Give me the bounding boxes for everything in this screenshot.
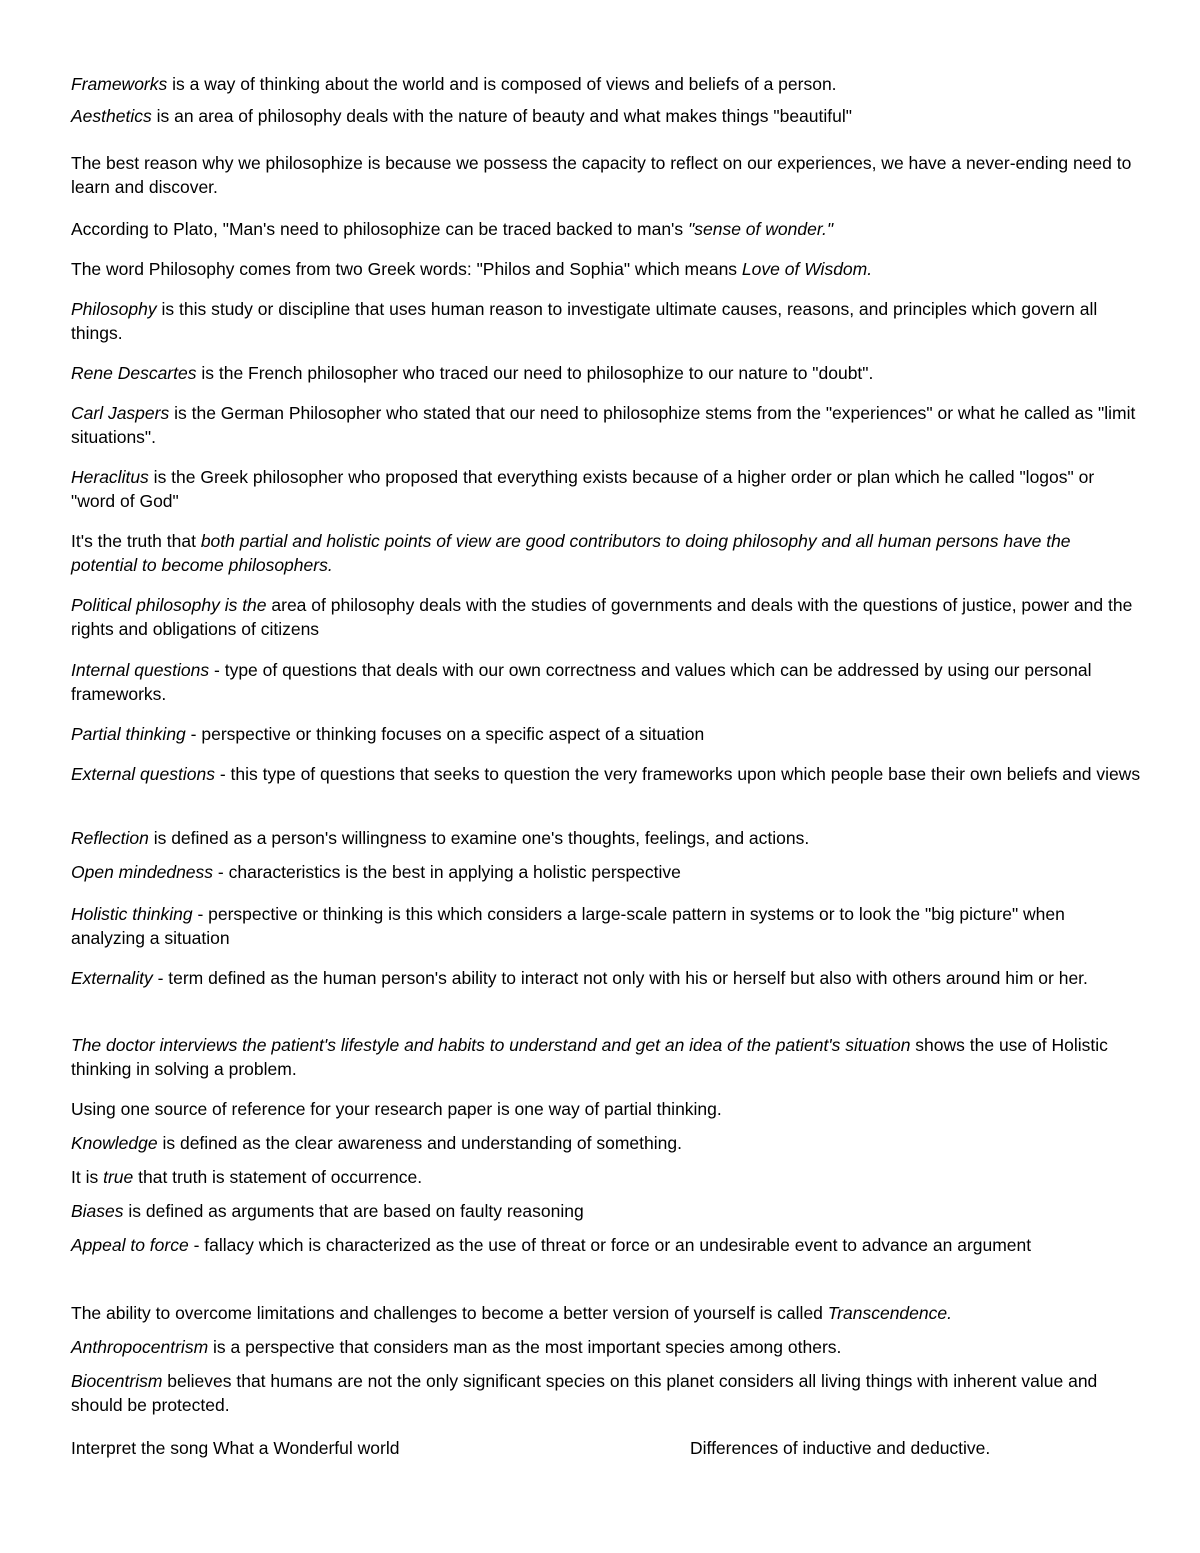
paragraph bbox=[71, 658, 1141, 706]
paragraph bbox=[71, 151, 1141, 199]
italic-term: Frameworks bbox=[71, 74, 168, 94]
paragraph bbox=[71, 1033, 1141, 1081]
paragraph bbox=[71, 1199, 1141, 1223]
text-run: - characteristics is the best in applying a holistic perspective bbox=[213, 862, 681, 882]
paragraph bbox=[71, 593, 1141, 641]
text-run: believes that humans are not the only significant species on this planet considers all living things with inherent value and should be protected. bbox=[71, 1371, 1098, 1415]
paragraph bbox=[71, 826, 1141, 850]
italic-term: Philosophy bbox=[71, 299, 157, 319]
text-run: is defined as arguments that are based on faulty reasoning bbox=[123, 1201, 584, 1221]
paragraph bbox=[71, 529, 1141, 577]
italic-term: Love of Wisdom. bbox=[741, 259, 873, 279]
italic-term: Anthropocentrism bbox=[71, 1337, 209, 1357]
footer-right-prompt: Differences of inductive and deductive. bbox=[690, 1438, 991, 1458]
text-run: is the German Philosopher who stated that our need to philosophize stems from the "experiences" or what he called as "limit situations". bbox=[71, 403, 1136, 447]
paragraph bbox=[71, 217, 1141, 241]
italic-term: Political philosophy is the bbox=[71, 595, 267, 615]
italic-term: "sense of wonder." bbox=[688, 219, 834, 239]
paragraph bbox=[71, 1165, 1141, 1189]
paragraph bbox=[71, 1131, 1141, 1155]
paragraph bbox=[71, 762, 1141, 786]
italic-term: The doctor interviews the patient's lifestyle and habits to understand and get an idea of the patient's situation bbox=[71, 1035, 911, 1055]
italic-term: true bbox=[103, 1167, 134, 1187]
italic-term: Heraclitus bbox=[71, 467, 149, 487]
italic-term: Internal questions bbox=[71, 660, 210, 680]
text-run: It is bbox=[71, 1167, 104, 1187]
text-run: Using one source of reference for your research paper is one way of partial thinking. bbox=[71, 1099, 722, 1119]
italic-term: Transcendence. bbox=[827, 1303, 952, 1323]
text-run: is the French philosopher who traced our need to philosophize to our nature to "doubt". bbox=[196, 363, 874, 383]
italic-term: Biocentrism bbox=[71, 1371, 163, 1391]
paragraph bbox=[71, 401, 1141, 449]
text-run: The best reason why we philosophize is because we possess the capacity to reflect on our experiences, we have a never-ending need to learn and discover. bbox=[71, 153, 1132, 197]
text-run: The ability to overcome limitations and challenges to become a better version of yourself is called bbox=[71, 1303, 828, 1323]
text-run: It's the truth that bbox=[71, 531, 201, 551]
text-run: - fallacy which is characterized as the use of threat or force or an undesirable event to advance an argument bbox=[188, 1235, 1032, 1255]
text-run: is a way of thinking about the world and is composed of views and beliefs of a person. bbox=[167, 74, 837, 94]
footer-left-prompt: Interpret the song What a Wonderful world bbox=[71, 1438, 400, 1458]
italic-term: Knowledge bbox=[71, 1133, 158, 1153]
italic-term: External questions bbox=[71, 764, 215, 784]
text-run: that truth is statement of occurrence. bbox=[133, 1167, 423, 1187]
paragraph bbox=[71, 1335, 1141, 1359]
paragraph bbox=[71, 860, 1141, 884]
italic-term: Open mindedness bbox=[71, 862, 214, 882]
paragraph bbox=[71, 1097, 1141, 1121]
text-run: shows the use of Holistic thinking in solving a problem. bbox=[71, 1035, 1108, 1079]
paragraph bbox=[71, 361, 1141, 385]
text-run: is a perspective that considers man as the most important species among others. bbox=[208, 1337, 842, 1357]
italic-term: Externality bbox=[71, 968, 153, 988]
text-run: - perspective or thinking is this which considers a large-scale pattern in systems or to look the "big picture" when analyzing a situation bbox=[71, 904, 1065, 948]
text-run: - this type of questions that seeks to question the very frameworks upon which people base their own beliefs and views bbox=[214, 764, 1141, 784]
paragraph bbox=[71, 257, 1141, 281]
italic-term: Reflection bbox=[71, 828, 149, 848]
text-run: According to Plato, "Man's need to philosophize can be traced backed to man's bbox=[71, 219, 689, 239]
text-run: is defined as a person's willingness to examine one's thoughts, feelings, and actions. bbox=[148, 828, 810, 848]
italic-term: Partial thinking bbox=[71, 724, 186, 744]
italic-term: Biases bbox=[71, 1201, 124, 1221]
italic-term: both partial and holistic points of view are good contributors to doing philosophy and all human persons have the potential to become philosophers. bbox=[71, 531, 1071, 575]
paragraph bbox=[71, 104, 1141, 128]
italic-term: Carl Jaspers bbox=[71, 403, 170, 423]
paragraph bbox=[71, 72, 1141, 96]
text-run: The word Philosophy comes from two Greek words: "Philos and Sophia" which means bbox=[71, 259, 742, 279]
text-run: - perspective or thinking focuses on a specific aspect of a situation bbox=[185, 724, 705, 744]
paragraph bbox=[71, 465, 1141, 513]
text-run: - type of questions that deals with our own correctness and values which can be addressed by using our personal frameworks. bbox=[71, 660, 1092, 704]
text-run: is the Greek philosopher who proposed that everything exists because of a higher order or plan which he called "logos" or "word of God" bbox=[71, 467, 1095, 511]
paragraph bbox=[71, 902, 1141, 950]
italic-term: Holistic thinking bbox=[71, 904, 193, 924]
paragraph bbox=[71, 722, 1141, 746]
paragraph bbox=[71, 1301, 1141, 1325]
text-run: area of philosophy deals with the studies of governments and deals with the questions of justice, power and the rights and obligations of citizens bbox=[71, 595, 1133, 639]
paragraph bbox=[71, 1369, 1141, 1417]
text-run: - term defined as the human person's ability to interact not only with his or herself but also with others around him or her. bbox=[152, 968, 1088, 988]
italic-term: Rene Descartes bbox=[71, 363, 197, 383]
paragraph bbox=[71, 297, 1141, 345]
paragraph bbox=[71, 966, 1141, 990]
paragraph bbox=[71, 1233, 1141, 1257]
italic-term: Aesthetics bbox=[71, 106, 152, 126]
text-run: is defined as the clear awareness and understanding of something. bbox=[157, 1133, 682, 1153]
text-run: is this study or discipline that uses human reason to investigate ultimate causes, reasons, and principles which govern all things. bbox=[71, 299, 1098, 343]
italic-term: Appeal to force bbox=[71, 1235, 189, 1255]
text-run: is an area of philosophy deals with the nature of beauty and what makes things "beautiful" bbox=[151, 106, 852, 126]
